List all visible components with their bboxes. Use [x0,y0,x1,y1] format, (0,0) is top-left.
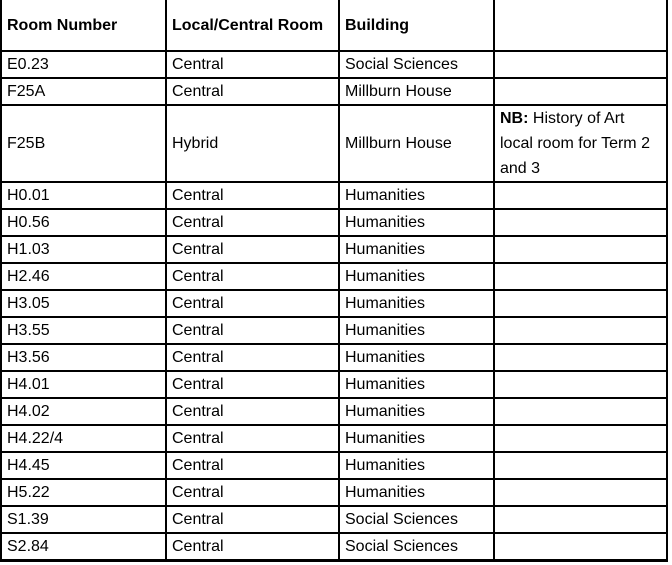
table-row [1,371,667,398]
room-number-cell: S2.84 [1,533,166,561]
local-central-cell: Central [166,209,339,236]
note-cell [494,78,667,105]
local-central-cell: Central [166,479,339,506]
building-cell: Humanities [339,371,494,398]
column-header-room-number: Room Number [1,0,166,51]
room-number-cell: H4.22/4 [1,425,166,452]
local-central-cell: Central [166,236,339,263]
table-row [1,506,667,533]
building-cell: Humanities [339,452,494,479]
local-central-cell: Central [166,78,339,105]
building-cell: Humanities [339,209,494,236]
table-row [1,425,667,452]
room-number-cell: F25B [1,105,166,182]
room-number-cell: E0.23 [1,51,166,78]
note-cell: NB: History of Art local room for Term 2 and 3 [494,105,667,182]
local-central-cell: Central [166,317,339,344]
room-number-cell: H3.56 [1,344,166,371]
local-central-cell: Central [166,398,339,425]
note-cell [494,371,667,398]
room-number-cell: S1.39 [1,506,166,533]
note-cell [494,398,667,425]
table-row [1,533,667,561]
building-cell: Humanities [339,425,494,452]
local-central-cell: Central [166,533,339,561]
building-cell: Social Sciences [339,51,494,78]
table-row [1,398,667,425]
room-number-cell: H3.55 [1,317,166,344]
building-cell: Humanities [339,263,494,290]
local-central-cell: Hybrid [166,105,339,182]
table-body [1,51,667,561]
building-cell: Social Sciences [339,506,494,533]
building-cell: Millburn House [339,105,494,182]
room-number-cell: H3.05 [1,290,166,317]
building-cell: Millburn House [339,78,494,105]
room-number-cell: H0.01 [1,182,166,209]
building-cell: Humanities [339,236,494,263]
local-central-cell: Central [166,371,339,398]
column-header-notes [494,0,667,51]
local-central-cell: Central [166,344,339,371]
note-cell [494,182,667,209]
building-cell: Humanities [339,398,494,425]
room-number-cell: H2.46 [1,263,166,290]
note-cell [494,263,667,290]
building-cell: Humanities [339,317,494,344]
local-central-cell: Central [166,290,339,317]
table-row [1,290,667,317]
local-central-cell: Central [166,425,339,452]
note-bold-prefix: NB: [500,110,529,127]
room-number-cell: H1.03 [1,236,166,263]
room-number-cell: H4.02 [1,398,166,425]
note-cell [494,317,667,344]
table-row [1,51,667,78]
building-cell: Humanities [339,344,494,371]
note-cell [494,290,667,317]
room-number-cell: H4.45 [1,452,166,479]
note-cell [494,344,667,371]
note-cell [494,452,667,479]
note-cell [494,533,667,561]
local-central-cell: Central [166,263,339,290]
note-cell [494,425,667,452]
table-row [1,105,667,182]
table-row [1,78,667,105]
table-row [1,452,667,479]
table-row [1,236,667,263]
column-header-local-central-room: Local/Central Room [166,0,339,51]
table-row [1,182,667,209]
table-row [1,479,667,506]
local-central-cell: Central [166,506,339,533]
building-cell: Social Sciences [339,533,494,561]
table-row [1,317,667,344]
table-row [1,263,667,290]
room-number-cell: F25A [1,78,166,105]
column-header-building: Building [339,0,494,51]
table-row [1,344,667,371]
building-cell: Humanities [339,290,494,317]
note-cell [494,506,667,533]
building-cell: Humanities [339,182,494,209]
local-central-cell: Central [166,452,339,479]
room-number-cell: H5.22 [1,479,166,506]
local-central-cell: Central [166,51,339,78]
room-number-cell: H0.56 [1,209,166,236]
table-row [1,209,667,236]
building-cell: Humanities [339,479,494,506]
room-number-cell: H4.01 [1,371,166,398]
note-cell [494,51,667,78]
header-row [1,0,667,51]
note-cell [494,479,667,506]
note-cell [494,236,667,263]
note-cell [494,209,667,236]
local-central-cell: Central [166,182,339,209]
